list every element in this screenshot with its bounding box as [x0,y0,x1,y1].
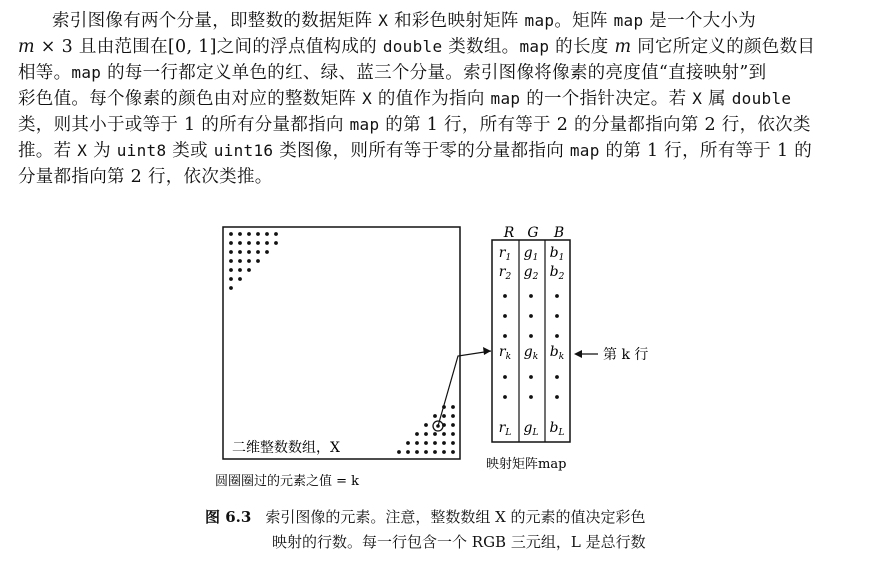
bottom-right-dot-grid [397,405,455,454]
paragraph-line-7: 分量都指向第 2 行，依次类推。 [18,167,273,187]
array-element-dot [256,241,260,245]
map-ellipsis-dot [529,395,533,399]
map-cell-r-k: $r_k$ [498,344,512,362]
array-element-dot [433,450,437,454]
array-element-dot [451,423,455,427]
col-header-b: B [553,225,565,241]
array-element-dot [247,241,251,245]
map-ellipsis-dot [503,395,507,399]
map-cell-b-1: $b_1$ [549,245,565,263]
array-element-dot [229,286,233,290]
map-ellipsis-dot [529,314,533,318]
map-cell-b-2: $b_2$ [549,264,565,282]
paragraph-line-5: 类，则其小于或等于 1 的所有分量都指向 map 的第 1 行，所有等于 2 的分量都指向第 2 行，依次类 [18,115,811,135]
map-ellipsis-dot [529,334,533,338]
paragraph-line-6: 推。若 X 为 uint8 类或 uint16 类图像，则所有等于零的分量都指向 map 的第 1 行，所有等于 1 的 [18,141,813,161]
map-cell-r-1: $r_1$ [498,245,512,263]
map-cell-g-L: $g_L$ [523,420,539,438]
array-element-dot [406,450,410,454]
array-element-dot [238,259,242,263]
array-element-dot [229,241,233,245]
array-element-dot [247,268,251,272]
array-element-dot [229,232,233,236]
map-cell-b-k: $b_k$ [549,344,565,362]
array-element-dot [247,259,251,263]
array-element-dot [229,259,233,263]
caption-line-1: 图 6.3 索引图像的元素。注意，整数数组 X 的元素的值决定彩色 [205,508,646,526]
array-element-dot [238,268,242,272]
array-element-dot [256,232,260,236]
map-ellipsis-dot [503,375,507,379]
map-cell-g-2: $g_2$ [523,264,539,282]
map-ellipsis-dot [503,294,507,298]
pointer-arrowhead [483,347,491,355]
array-element-dot [274,241,278,245]
col-header-r: R [503,225,515,241]
map-ellipsis-dot [555,334,559,338]
map-ellipsis-dot [555,375,559,379]
caption-line-2: 映射的行数。每一行包含一个 RGB 三元组，L 是总行数 [272,533,646,551]
array-element-dot [238,250,242,254]
array-element-dot [247,232,251,236]
col-header-g: G [527,225,539,241]
array-element-dot [451,441,455,445]
array-element-dot [274,232,278,236]
top-left-dot-grid [229,232,278,290]
map-ellipsis-dot [503,314,507,318]
array-element-dot [442,441,446,445]
array-element-dot [406,441,410,445]
map-ellipsis-dot [529,375,533,379]
array-element-dot [238,232,242,236]
array-element-dot [451,450,455,454]
map-ellipsis-dot [555,395,559,399]
map-ellipsis-dot [555,314,559,318]
array-element-dot [433,432,437,436]
array-element-dot [424,441,428,445]
paragraph-line-2: m × 3 且由范围在[0, 1]之间的浮点值构成的 double 类数组。map 的长度 m 同它所定义的颜色数目 [18,37,816,57]
array-label: 二维整数数组，X [232,440,340,456]
map-cell-b-L: $b_L$ [549,420,565,438]
array-element-dot [256,250,260,254]
array-element-dot [238,241,242,245]
map-ellipsis-dot [503,334,507,338]
paragraph-line-4: 彩色值。每个像素的颜色由对应的整数矩阵 X 的值作为指向 map 的一个指针决定。若 X 属 double [18,89,792,109]
array-element-dot [229,250,233,254]
paragraph-line-3: 相等。map 的每一行都定义单色的红、绿、蓝三个分量。索引图像将像素的亮度值“直接映射”到 [18,63,767,83]
map-cell-r-L: $r_L$ [498,420,512,438]
map-cell-g-k: $g_k$ [523,344,539,362]
array-element-dot [415,441,419,445]
array-element-dot [229,277,233,281]
pointer-line [438,351,491,426]
array-element-dot [424,423,428,427]
array-element-dot [256,259,260,263]
map-ellipsis-dot [555,294,559,298]
array-element-dot [424,450,428,454]
array-element-dot [433,414,437,418]
map-cell-r-2: $r_2$ [498,264,512,282]
array-element-dot [442,432,446,436]
kth-row-label: 第 k 行 [603,347,649,363]
array-element-dot [265,232,269,236]
paragraph-line-1: 索引图像有两个分量，即整数的数据矩阵 X 和彩色映射矩阵 map。矩阵 map 是一个大小为 [52,11,757,31]
array-element-dot [265,241,269,245]
array-element-dot [451,414,455,418]
array-element-dot [415,432,419,436]
array-element-dot [238,277,242,281]
array-element-dot [424,432,428,436]
array-element-dot [229,268,233,272]
array-element-dot [397,450,401,454]
array-element-dot [265,250,269,254]
array-element-dot [451,432,455,436]
array-element-dot [451,405,455,409]
array-note: 圆圈圈过的元素之值 = k [215,474,360,489]
map-label: 映射矩阵map [486,457,567,472]
kth-row-arrowhead [574,350,582,358]
map-cell-g-1: $g_1$ [523,245,539,263]
array-element-dot [442,450,446,454]
map-rows [499,245,565,438]
caption-number: 图 6.3 [205,508,252,526]
array-element-dot [433,441,437,445]
array-element-dot [415,450,419,454]
map-ellipsis-dot [529,294,533,298]
array-element-dot [442,414,446,418]
figure-caption [205,505,646,555]
array-element-dot [247,250,251,254]
